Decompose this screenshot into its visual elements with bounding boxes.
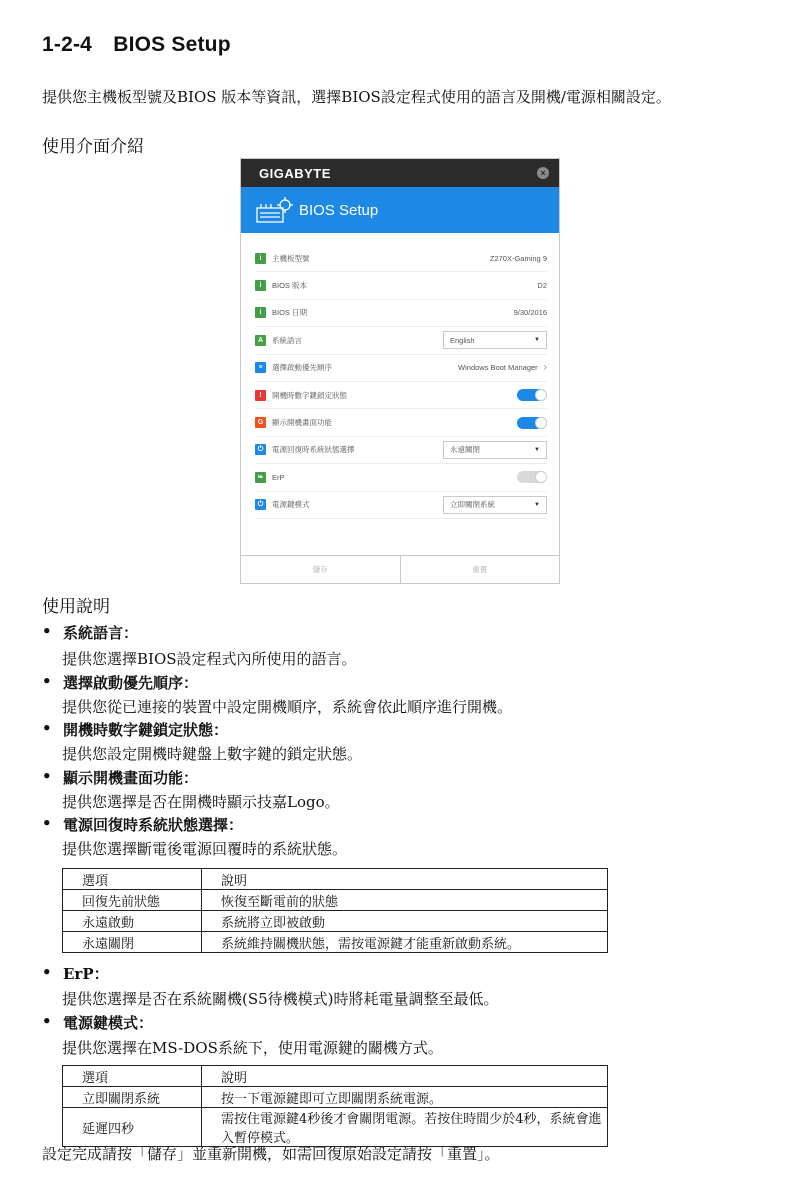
bullet: • [42,814,52,832]
setting-label: BIOS 版本 [272,281,308,291]
setting-row [255,300,547,327]
item-title: 選擇啟動優先順序： [63,674,199,692]
list-item [42,814,243,835]
setting-dropdown[interactable] [443,441,547,459]
bios-setup-window [240,158,560,584]
setting-label: 電源鍵模式 [272,500,310,510]
setting-label: ErP [272,472,285,482]
boot-order-link[interactable] [458,362,547,373]
setting-row [255,382,547,409]
settings-list [241,233,559,519]
toggle-knob [535,389,547,401]
dropdown-value: 永遠關閉 [450,445,480,455]
window-footer [241,555,559,583]
setting-label: BIOS 日期 [272,308,308,318]
list-item [42,963,109,984]
table-header-row [63,869,608,890]
brand-logo: GIGABYTE [259,165,331,181]
item-desc: 提供您選擇是否在開機時顯示技嘉Logo。 [62,793,340,811]
item-desc: 提供您選擇在MS-DOS系統下，使用電源鍵的關機方式。 [62,1039,443,1057]
setting-row [255,409,547,436]
list-item [42,672,198,693]
table-cell: 需按住電源鍵4秒後才會關閉電源。若按住時間少於4秒，系統會進入暫停模式。 [202,1108,608,1147]
bullet: • [42,767,52,785]
toggle-knob [535,417,547,429]
app-banner [241,187,559,233]
bullet: • [42,963,52,981]
table-cell: 系統將立即被啟動 [202,911,608,932]
setting-label: 系統語言 [272,335,302,345]
reset-button[interactable]: 重置 [472,565,488,574]
setting-row [255,464,547,491]
table-row [63,932,608,953]
setting-value: D2 [537,281,547,291]
app-title: BIOS Setup [299,201,379,219]
section-title: 1-2-4 BIOS Setup [42,33,231,56]
setting-label: 電源回復時系統狀態選擇 [272,445,355,455]
leaf-icon: ❧ [255,472,266,483]
table-header-cell: 說明 [202,869,608,890]
table-cell: 立即關閉系統 [63,1087,202,1108]
window-titlebar [241,159,559,187]
setting-dropdown[interactable] [443,496,547,514]
close-icon[interactable]: × [537,167,549,179]
setting-row [255,437,547,464]
setting-dropdown[interactable] [443,331,547,349]
item-title: 顯示開機畫面功能： [63,769,199,787]
info-icon: i [255,280,266,291]
item-desc: 提供您設定開機時鍵盤上數字鍵的鎖定狀態。 [62,745,363,763]
closing-note: 設定完成請按「儲存」並重新開機，如需回復原始設定請按「重置」。 [42,1145,500,1163]
usage-heading: 使用說明 [42,597,110,617]
setting-value: Z270X-Gaming 9 [489,253,547,263]
setting-toggle[interactable] [517,389,547,401]
list-item [42,767,198,788]
table-row [63,1108,608,1147]
power-restore-table [62,868,608,953]
table-cell: 永遠關閉 [63,932,202,953]
ui-intro-heading: 使用介面介紹 [42,137,144,157]
item-title: ErP： [63,965,109,983]
bullet: • [42,719,52,737]
table-header-cell: 選項 [63,869,202,890]
intro-text: 提供您主機板型號及BIOS 版本等資訊，選擇BIOS設定程式使用的語言及開機/電源相關設定。 [42,88,671,106]
chevron-down-icon: ▼ [534,446,540,453]
setting-label: 主機板型號 [272,253,310,263]
item-desc: 提供您選擇BIOS設定程式內所使用的語言。 [62,650,357,668]
bullet: • [42,672,52,690]
item-title: 開機時數字鍵鎖定狀態： [63,721,229,739]
table-row [63,1087,608,1108]
toggle-knob [535,471,547,483]
table-header-cell: 選項 [63,1066,202,1087]
setting-toggle[interactable] [517,417,547,429]
list-item [42,719,228,740]
bullet: • [42,1012,52,1030]
dropdown-value: 立即關閉系統 [450,500,495,510]
dropdown-value: English [450,335,475,345]
setting-row [255,355,547,382]
list-item [42,622,138,643]
item-desc: 提供您選擇斷電後電源回覆時的系統狀態。 [62,840,348,858]
setting-label: 顯示開機畫面功能 [272,418,332,428]
table-cell: 恢復至斷電前的狀態 [202,890,608,911]
setting-label: 開機時數字鍵鎖定狀態 [272,390,347,400]
table-cell: 永遠啟動 [63,911,202,932]
bullet: • [42,622,52,640]
setting-value: 9/30/2016 [513,308,547,318]
info-icon: i [255,253,266,264]
table-cell: 延遲四秒 [63,1108,202,1147]
power-button-mode-table [62,1065,608,1147]
setting-row [255,272,547,299]
chevron-down-icon: ▼ [534,337,540,344]
setting-toggle[interactable] [517,471,547,483]
chevron-down-icon: ▼ [534,501,540,508]
link-value: Windows Boot Manager [458,363,538,373]
logo-g-icon: G [255,417,266,428]
chevron-right-icon: › [543,362,547,374]
setting-label: 選擇啟動優先順序 [272,363,332,373]
table-header-cell: 說明 [202,1066,608,1087]
list-item [42,1012,153,1033]
language-icon: A [255,335,266,346]
table-cell: 回復先前狀態 [63,890,202,911]
save-button[interactable]: 儲存 [241,556,401,583]
power-icon: ⏻ [255,444,266,455]
info-icon: i [255,307,266,318]
setting-row [255,327,547,354]
item-desc: 提供您選擇是否在系統關機(S5待機模式)時將耗電量調整至最低。 [62,990,499,1008]
table-row [63,911,608,932]
item-title: 電源回復時系統狀態選擇： [63,816,244,834]
motherboard-gear-icon [255,196,295,224]
item-desc: 提供您從已連接的裝置中設定開機順序，系統會依此順序進行開機。 [62,698,513,716]
table-header-row [63,1066,608,1087]
table-cell: 按一下電源鍵即可立即關閉系統電源。 [202,1087,608,1108]
table-cell: 系統維持關機狀態，需按電源鍵才能重新啟動系統。 [202,932,608,953]
table-row [63,890,608,911]
list-icon: ≡ [255,362,266,373]
item-title: 電源鍵模式： [63,1014,154,1032]
setting-row [255,245,547,272]
item-title: 系統語言： [63,624,139,642]
power-icon: ⏻ [255,499,266,510]
setting-row [255,492,547,519]
alert-icon: ! [255,390,266,401]
